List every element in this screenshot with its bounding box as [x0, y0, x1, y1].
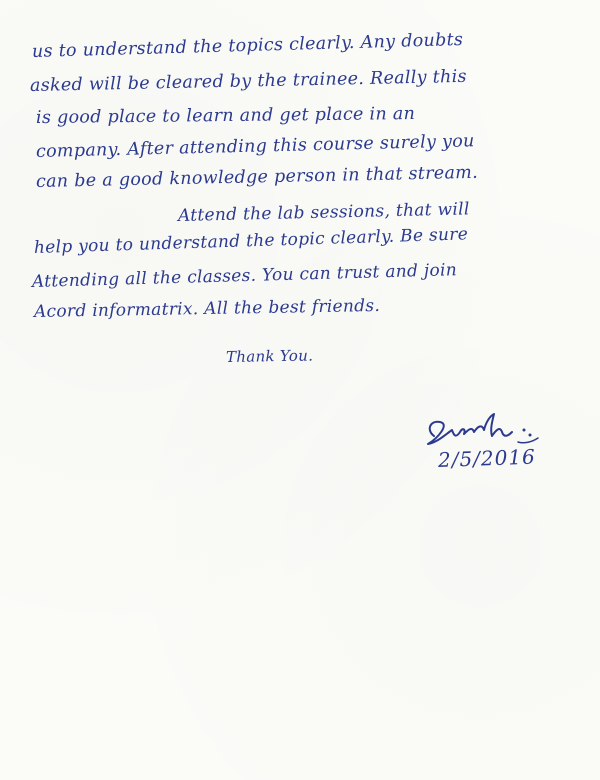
letter-line-5: can be a good knowledge person in that stream. [35, 162, 479, 192]
letter-closing: Thank You. [225, 346, 314, 366]
letter-date: 2/5/2016 [437, 444, 537, 472]
letter-line-8: Attending all the classes. You can trust and join [31, 260, 458, 292]
letter-line-2: asked will be cleared by the trainee. Really this [29, 66, 467, 96]
letter-line-3: is good place to learn and get place in an [35, 104, 416, 128]
letter-line-6: Attend the lab sessions, that will [177, 199, 470, 226]
letter-line-4: company. After attending this course surely you [35, 131, 475, 162]
letter-line-9: Acord informatrix. All the best friends. [33, 295, 381, 322]
letter-line-7: help you to understand the topic clearly. Be sure [33, 224, 469, 258]
letter-line-1: us to understand the topics clearly. Any doubts [31, 29, 464, 62]
